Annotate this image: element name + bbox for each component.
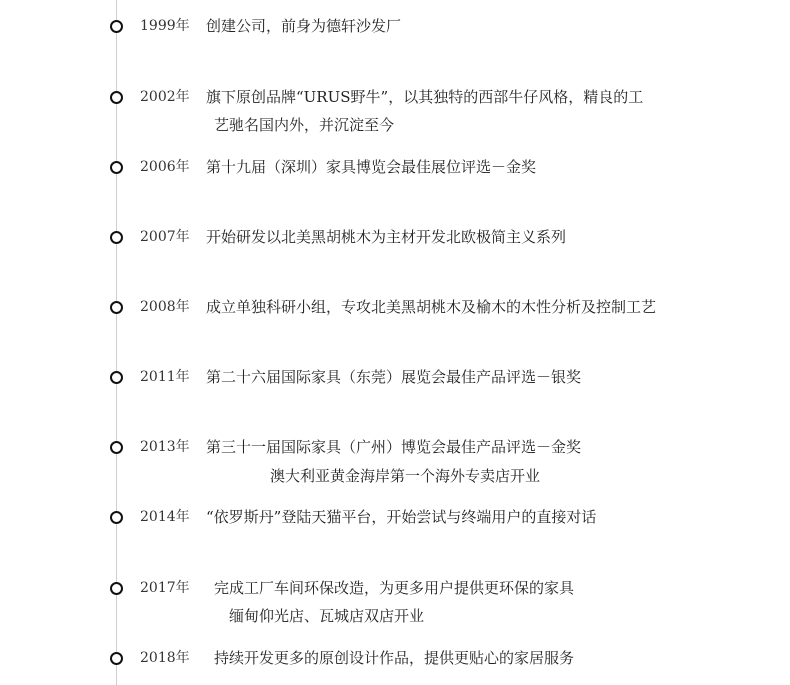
timeline-marker-icon <box>110 511 123 524</box>
timeline-marker-icon <box>110 582 123 595</box>
timeline-marker-icon <box>110 91 123 104</box>
event-description: 创建公司，前身为德轩沙发厂 <box>206 17 402 35</box>
event-description: 成立单独科研小组，专攻北美黑胡桃木及榆木的木性分析及控制工艺 <box>206 298 657 316</box>
event-description: 开始研发以北美黑胡桃木为主材开发北欧极简主义系列 <box>206 228 567 246</box>
event-year: 2017年 <box>140 580 190 596</box>
event-description-continued: 艺驰名国内外，并沉淀至今 <box>214 116 395 134</box>
event-description: 完成工厂车间环保改造，为更多用户提供更环保的家具 <box>214 579 575 597</box>
timeline-marker-icon <box>110 371 123 384</box>
timeline-marker-icon <box>110 20 123 33</box>
event-description: 第三十一届国际家具（广州）博览会最佳产品评选－金奖 <box>206 438 582 456</box>
event-year: 2013年 <box>140 439 190 455</box>
event-description: 持续开发更多的原创设计作品，提供更贴心的家居服务 <box>214 649 575 667</box>
event-description: 第二十六届国际家具（东莞）展览会最佳产品评选－银奖 <box>206 368 582 386</box>
event-year: 2011年 <box>140 369 190 385</box>
event-description: “依罗斯丹”登陆天猫平台，开始尝试与终端用户的直接对话 <box>206 508 597 526</box>
event-year: 2014年 <box>140 509 190 525</box>
timeline-marker-icon <box>110 652 123 665</box>
timeline-marker-icon <box>110 231 123 244</box>
event-year: 2006年 <box>140 159 190 175</box>
event-year: 2018年 <box>140 650 190 666</box>
event-description: 旗下原创品牌“URUS野牛”，以其独特的西部牛仔风格，精良的工 <box>206 88 644 106</box>
event-year: 1999年 <box>140 18 190 34</box>
event-description: 第十九届（深圳）家具博览会最佳展位评选－金奖 <box>206 158 537 176</box>
event-description-continued: 澳大利亚黄金海岸第一个海外专卖店开业 <box>270 467 541 485</box>
timeline-marker-icon <box>110 301 123 314</box>
event-year: 2007年 <box>140 229 190 245</box>
event-year: 2008年 <box>140 299 190 315</box>
event-description-continued: 缅甸仰光店、瓦城店双店开业 <box>229 607 425 625</box>
timeline-marker-icon <box>110 441 123 454</box>
event-year: 2002年 <box>140 89 190 105</box>
timeline-marker-icon <box>110 161 123 174</box>
